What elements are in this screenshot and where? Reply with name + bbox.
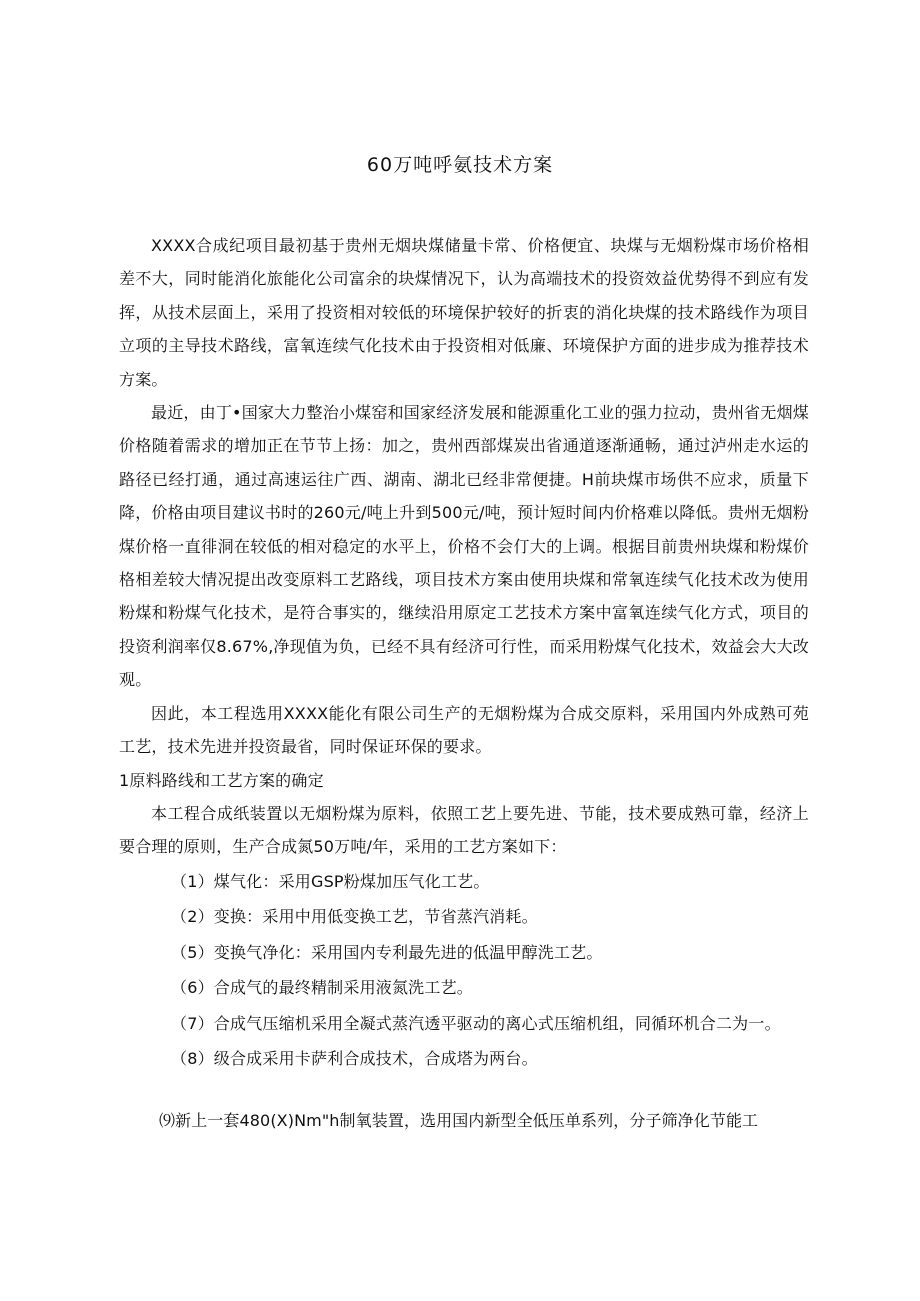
paragraph-3: 因此，本工程选用XXXX能化有限公司生产的无烟粉煤为合成交原料，采用国内外成熟可苑工艺，技术先进并投资最省，同时保证环保的要求。 [119, 703, 809, 757]
section-intro: 本工程合成纸装置以无烟粉煤为原料，依照工艺上要先进、节能，技术要成熟可靠，经济上要合理的原则，生产合成氮50万吨/年，采用的工艺方案如下： [119, 803, 809, 857]
list-item-5: （7）合成气压缩机采用全凝式蒸汽透平驱动的离心式压缩机组，同循环机合二为一。 [171, 1013, 781, 1033]
document-title: 60万吨呼氨技术方案 [366, 154, 554, 176]
list-item-1: （1）煤气化：采用GSP粉煤加压气化工艺。 [171, 871, 490, 891]
list-item-4: （6）合成气的最终精制采用液氮洗工艺。 [171, 978, 473, 998]
list-item-3: （5）变换气净化：采用国内专利最先进的低温甲醇洗工艺。 [171, 942, 603, 962]
document-body [119, 229, 809, 1077]
list-item-7: ⑼新上一套480(X)Nm"h制氧装置，选用国内新型全低压单系列，分子筛净化节能工 [159, 1111, 759, 1130]
list-item-2: （2）变换：采用中用低变换工艺，节省蒸汽消耗。 [171, 907, 538, 927]
list-item-6: （8）级合成采用卡萨利合成技术，合成塔为两台。 [171, 1049, 538, 1069]
section-heading: 1原料路线和工艺方案的确定 [119, 770, 324, 790]
paragraph-2: 最近，由丁•国家大力整治小煤窑和国家经济发展和能源重化工业的强力拉动，贵州省无烟煤价格随着需求的增加正在节节上扬：加之，贵州西部煤炭出省通道逐渐通畅，通过泸州走水运的路径已经打通，通过高速运往广西、湖南、湖北已经非常便捷。H前块煤市场供不应求，质量下降，价格由项目建议书时的260元/吨上升到500元/吨，预计短时间内价格难以降低。贵州无烟粉煤价格一直徘洞在较低的相对稳定的水平上，价格不会仃大的上调。根据目前贵州块煤和粉煤价格相差较大情况提出改变原料工艺路线，项目技术方案由使用块煤和常氧连续气化技术改为使用粉煤和粉煤气化技术，是符合事实的，继续沿用原定工艺技术方案中富氧连续气化方式，项目的投资利润率仅8.67%,净现值为负，已经不具有经济可行性，而采用粉煤气化技术，效益会大大改观。 [119, 403, 809, 690]
paragraph-1: XXXX合成纪项目最初基于贵州无烟块煤储量卡常、价格便宜、块煤与无烟粉煤市场价格相差不大，同时能消化旅能化公司富余的块煤情况下，认为高端技术的投资效益优势得不到应有发挥，从技术层面上，采用了投资相对较低的环境保护较好的折衷的消化块煤的技术路线作为项目立项的主导技术路线，富氧连续气化技术由于投资相对低廉、环境保护方面的进步成为推荐技术方案。 [119, 236, 809, 389]
